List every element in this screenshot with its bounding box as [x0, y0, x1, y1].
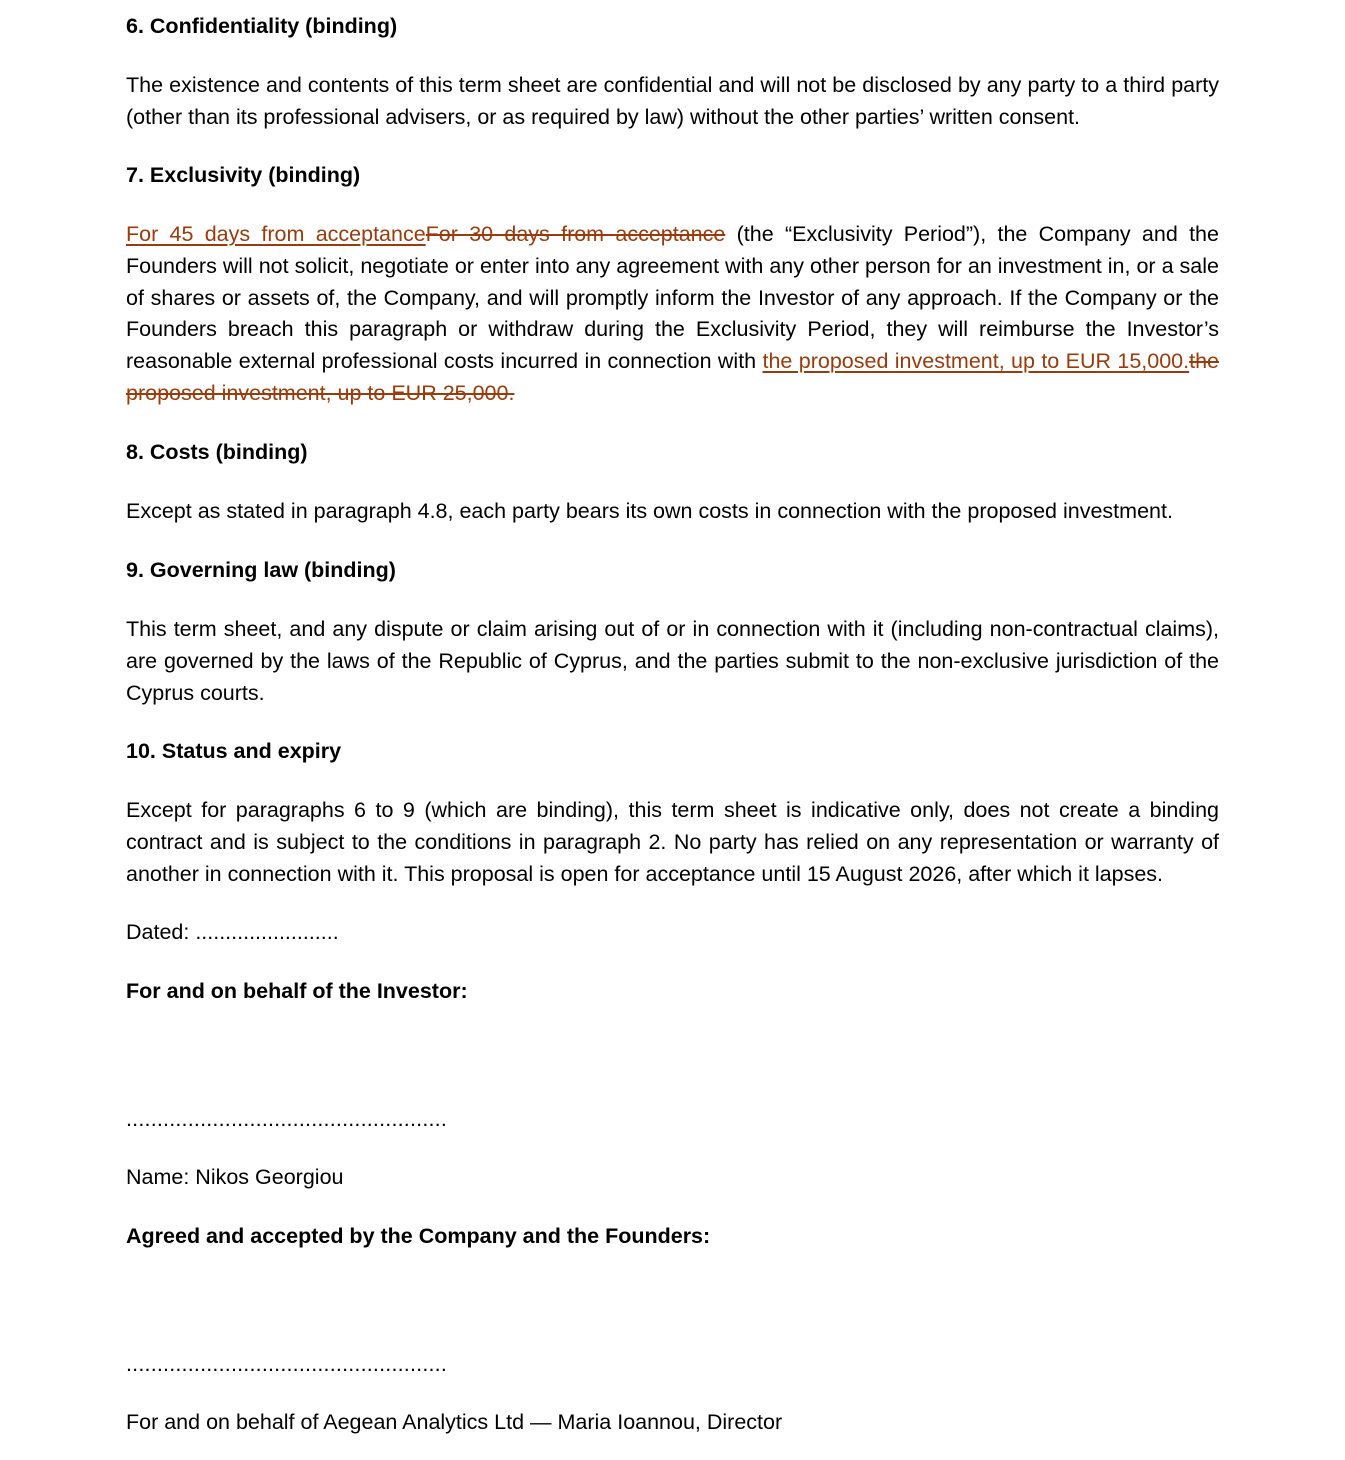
company-signature-line: .................................................... — [126, 1352, 448, 1376]
tracked-deletion: the proposed investment, up to EUR 25,000. — [126, 349, 1219, 405]
section-7-body — [126, 219, 1219, 410]
section-6-body: The existence and contents of this term sheet are confidential and will not be disclosed by any party to a third party (other than its professional advisers, or as required by law) without the other parties’ written consent. — [126, 73, 1219, 129]
section-6-heading: 6. Confidentiality (binding) — [126, 14, 398, 38]
company-signatory: For and on behalf of Aegean Analytics Ltd — Maria Ioannou, Director — [126, 1410, 783, 1434]
investor-signature-heading: For and on behalf of the Investor: — [126, 979, 468, 1003]
section-9-body: This term sheet, and any dispute or claim arising out of or in connection with it (including non-contractual claims), are governed by the laws of the Republic of Cyprus, and the parties submit to the non-exclusive jurisdiction of the Cyprus courts. — [126, 617, 1219, 705]
section-7-heading: 7. Exclusivity (binding) — [126, 163, 361, 187]
section-10-body: Except for paragraphs 6 to 9 (which are binding), this term sheet is indicative only, does not create a binding contract and is subject to the conditions in paragraph 2. No party has relied on any representation or warranty of another in connection with it. This proposal is open for acceptance until 15 August 2026, after which it lapses. — [126, 798, 1219, 886]
section-8-body: Except as stated in paragraph 4.8, each party bears its own costs in connection with the proposed investment. — [126, 499, 1173, 523]
dated-line: Dated: ........................ — [126, 920, 339, 944]
tracked-deletion: For 30 days from acceptance — [425, 222, 726, 246]
section-7-body-text: (the “Exclusivity Period”), the Company and the Founders will not solicit, negotiate or enter into any agreement with any other person for an investment in, or a sale of shares or assets of, the Company, and will promptly inform the Investor of any approach. If the Company or the Founders breach this paragraph or withdraw during the Exclusivity Period, they will reimburse the Investor’s reasonable external professional costs incurred in connection with — [126, 222, 1219, 374]
tracked-insertion: For 45 days from acceptance — [126, 222, 426, 246]
section-8-heading: 8. Costs (binding) — [126, 440, 308, 464]
investor-signature-line: .................................................... — [126, 1107, 448, 1131]
tracked-insertion: the proposed investment, up to EUR 15,000. — [762, 349, 1190, 374]
section-9-heading: 9. Governing law (binding) — [126, 558, 396, 582]
section-10-heading: 10. Status and expiry — [126, 739, 342, 763]
investor-name: Name: Nikos Georgiou — [126, 1165, 344, 1189]
company-signature-heading: Agreed and accepted by the Company and the Founders: — [126, 1224, 711, 1248]
